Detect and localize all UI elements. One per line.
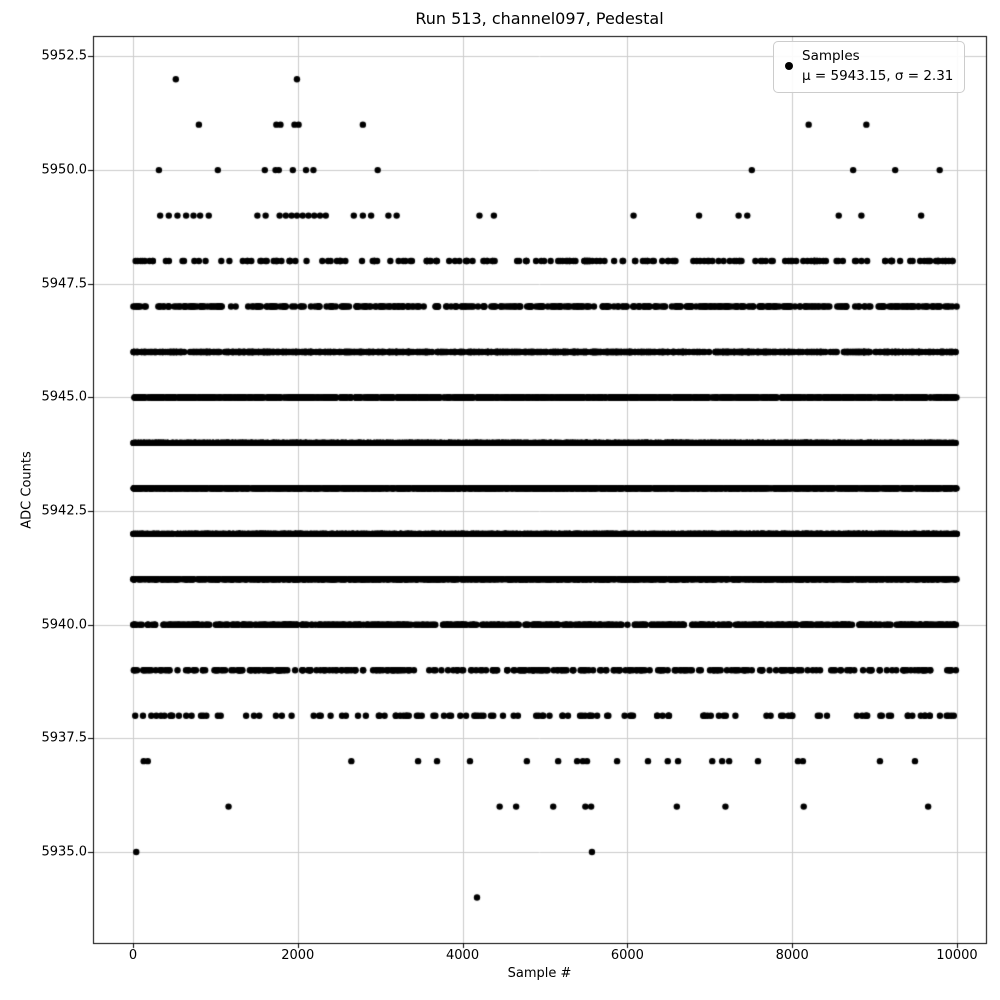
x-tick-label: 8000 xyxy=(775,948,809,963)
legend-stats-label: μ = 5943.15, σ = 2.31 xyxy=(802,68,954,85)
chart-title: Run 513, channel097, Pedestal xyxy=(415,9,664,28)
x-tick-label: 0 xyxy=(128,948,138,963)
y-tick-label: 5945.0 xyxy=(41,389,87,405)
y-tick-label: 5947.5 xyxy=(41,276,87,292)
x-axis-label: Sample # xyxy=(507,966,572,981)
y-tick-label: 5935.0 xyxy=(41,844,87,860)
y-tick-label: 5950.0 xyxy=(41,162,87,178)
x-tick-label: 4000 xyxy=(446,948,480,963)
x-tick-label: 2000 xyxy=(281,948,315,963)
y-tick-label: 5940.0 xyxy=(41,617,87,633)
x-tick-label: 6000 xyxy=(610,948,644,963)
y-tick-label: 5937.5 xyxy=(41,730,87,746)
y-axis-label: ADC Counts xyxy=(19,451,35,529)
x-tick-label: 10000 xyxy=(936,948,978,963)
legend-series-label: Samples xyxy=(802,48,860,64)
y-tick-label: 5942.5 xyxy=(41,503,87,519)
legend xyxy=(773,41,965,93)
y-tick-label: 5952.5 xyxy=(41,48,87,64)
sample-point-icon xyxy=(785,62,793,70)
